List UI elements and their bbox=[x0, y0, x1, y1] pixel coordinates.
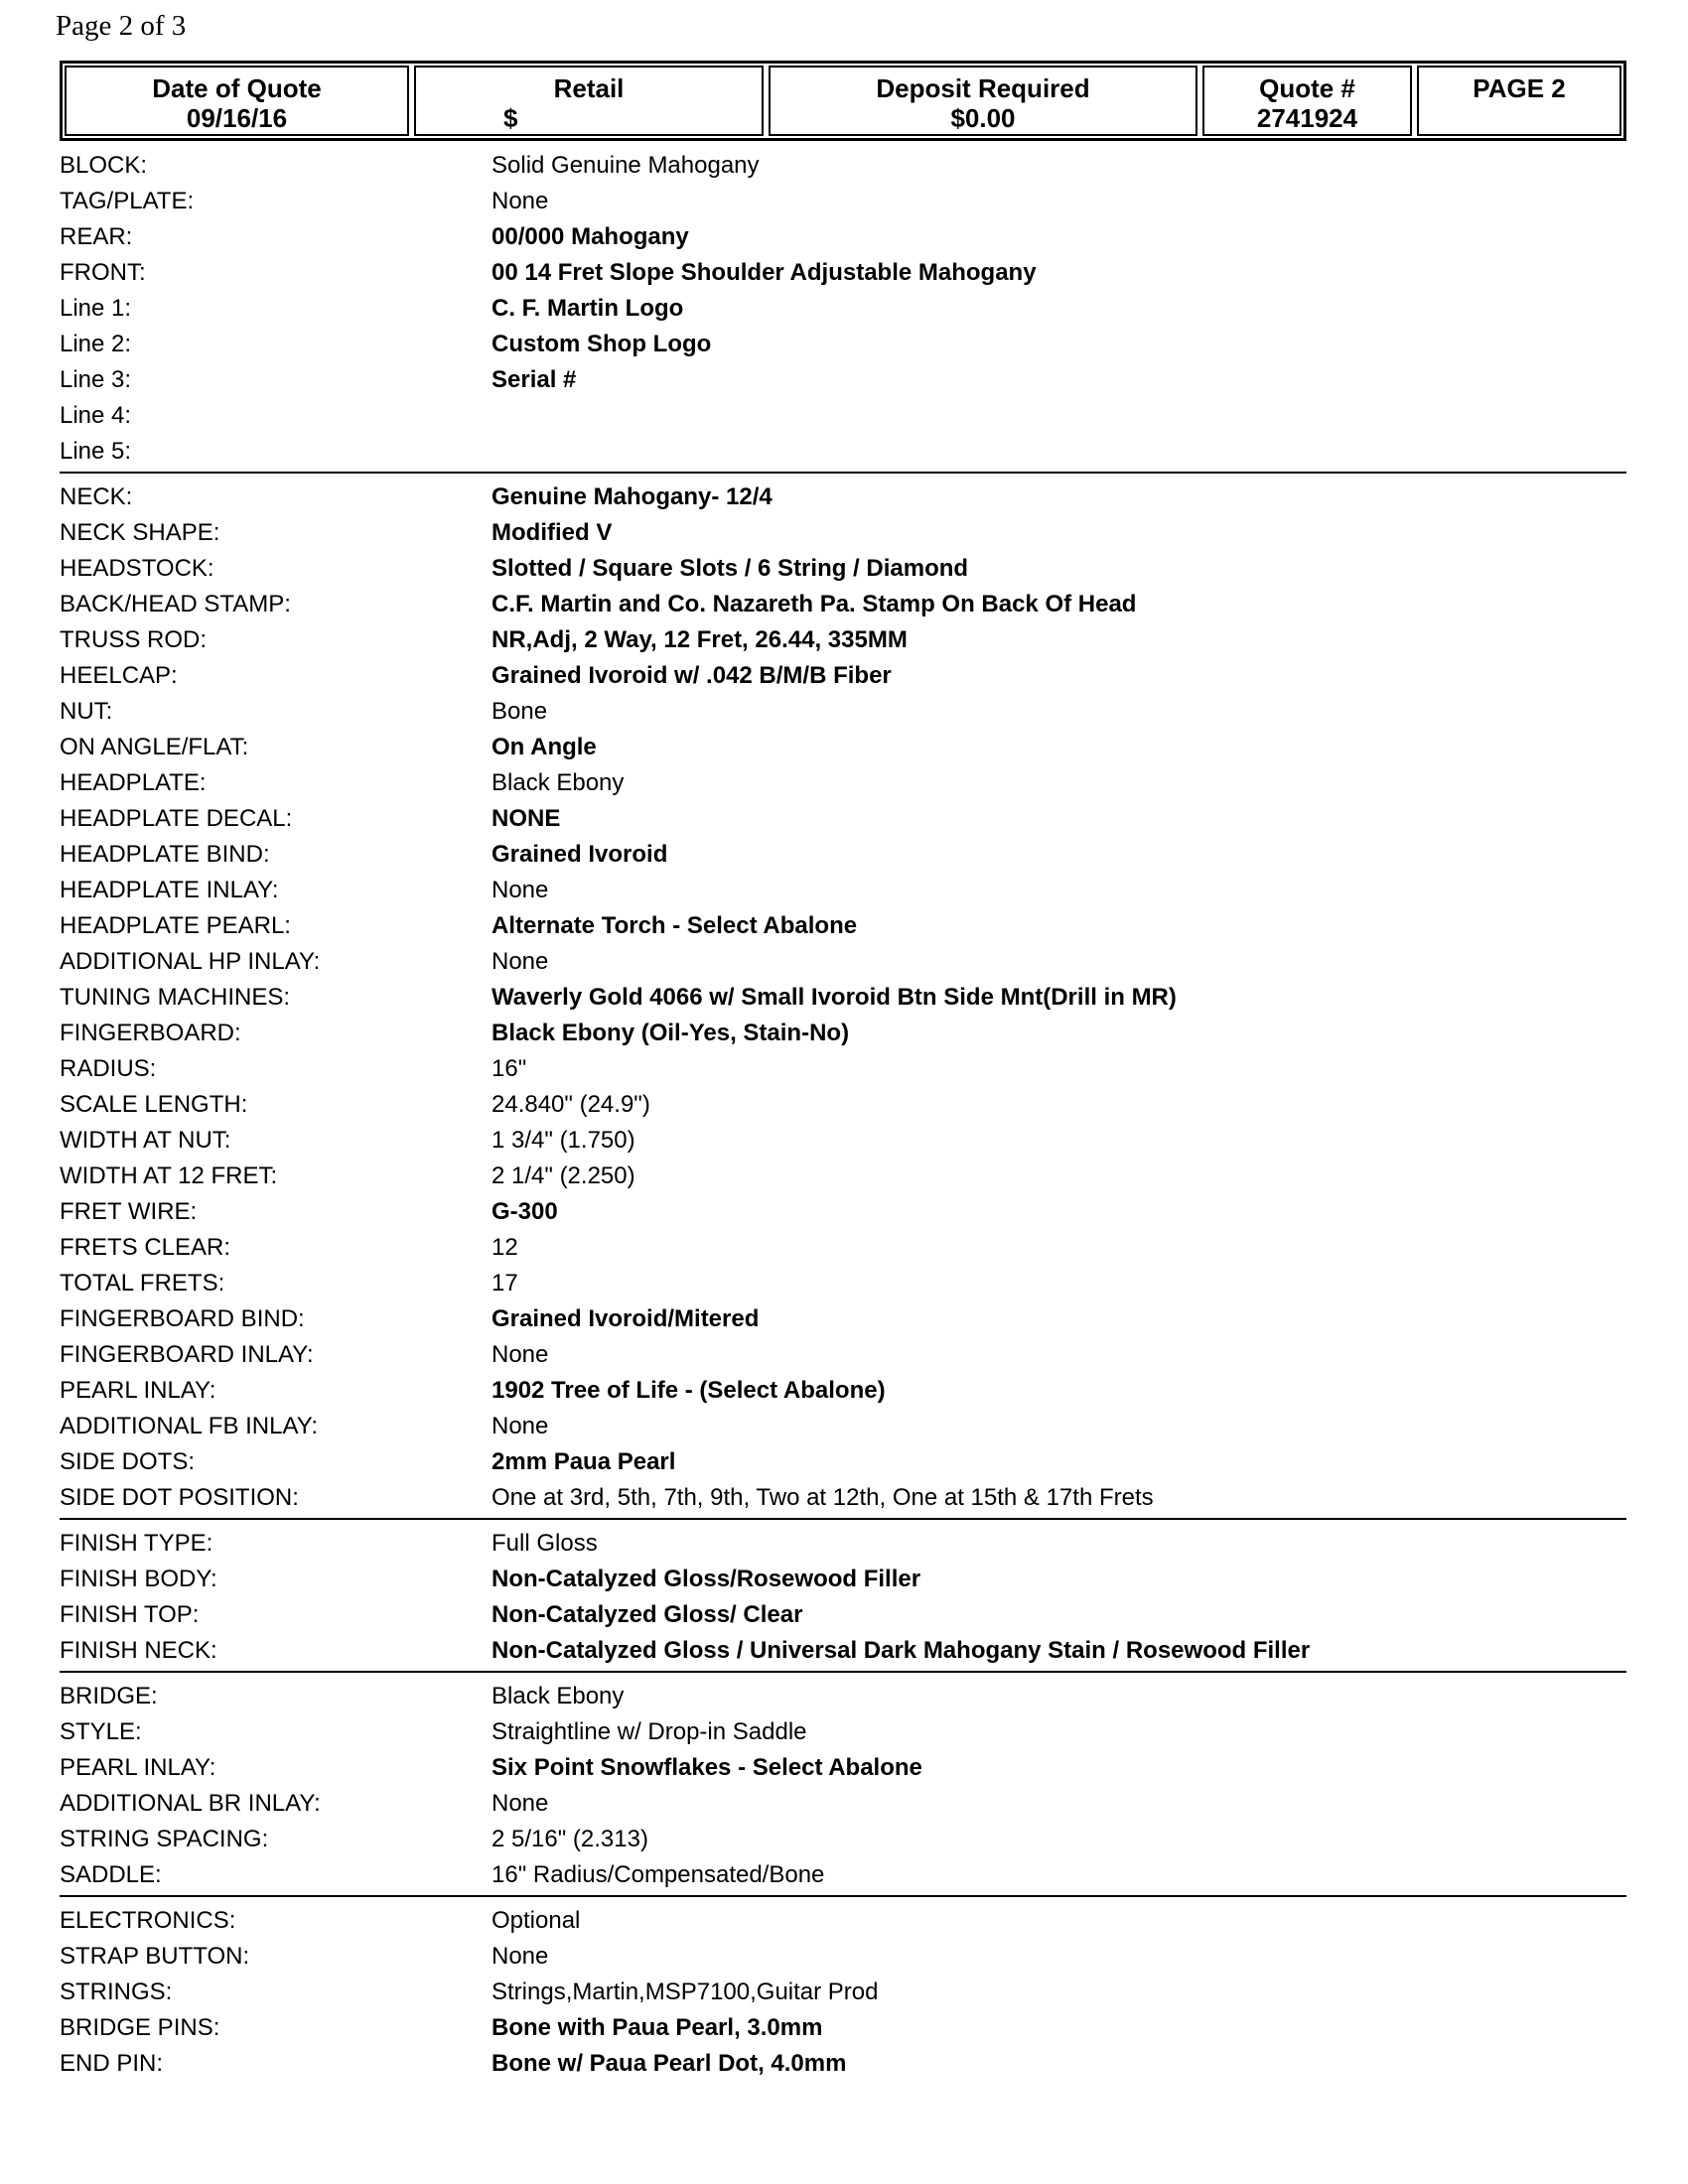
spec-value: Solid Genuine Mahogany bbox=[492, 152, 760, 179]
spec-row bbox=[60, 1016, 1626, 1051]
spec-row bbox=[60, 694, 1626, 730]
spec-value: Black Ebony bbox=[492, 1683, 625, 1709]
spec-label: HEADSTOCK: bbox=[60, 555, 214, 582]
spec-value: None bbox=[492, 948, 549, 975]
spec-row bbox=[60, 1786, 1626, 1822]
spec-section bbox=[60, 479, 1626, 1520]
spec-label: BRIDGE PINS: bbox=[60, 2014, 220, 2041]
spec-row bbox=[60, 479, 1626, 515]
spec-row bbox=[60, 980, 1626, 1016]
spec-row bbox=[60, 1230, 1626, 1266]
spec-row bbox=[60, 1714, 1626, 1750]
spec-row bbox=[60, 515, 1626, 551]
spec-label: HEADPLATE BIND: bbox=[60, 841, 270, 868]
spec-value: 00/000 Mahogany bbox=[492, 223, 689, 250]
spec-row bbox=[60, 1750, 1626, 1786]
spec-row bbox=[60, 1087, 1626, 1123]
spec-value: 16" bbox=[492, 1055, 527, 1082]
spec-value: Straightline w/ Drop-in Saddle bbox=[492, 1718, 807, 1745]
spec-label: FINISH BODY: bbox=[60, 1566, 217, 1592]
spec-value: Optional bbox=[492, 1907, 581, 1934]
spec-row bbox=[60, 434, 1626, 470]
spec-label: Line 3: bbox=[60, 366, 132, 393]
spec-value: None bbox=[492, 1943, 549, 1970]
spec-value: 2 5/16" (2.313) bbox=[492, 1826, 648, 1852]
spec-value: Bone with Paua Pearl, 3.0mm bbox=[492, 2014, 823, 2041]
spec-label: Line 2: bbox=[60, 331, 132, 357]
spec-value: On Angle bbox=[492, 734, 597, 760]
spec-label: ELECTRONICS: bbox=[60, 1907, 236, 1934]
spec-value: Black Ebony bbox=[492, 769, 625, 796]
spec-row bbox=[60, 551, 1626, 587]
spec-value: 2 1/4" (2.250) bbox=[492, 1162, 635, 1189]
spec-value: Grained Ivoroid bbox=[492, 841, 668, 868]
spec-value: 12 bbox=[492, 1234, 518, 1261]
spec-value: Non-Catalyzed Gloss / Universal Dark Mahogany Stain / Rosewood Filler bbox=[492, 1637, 1311, 1664]
spec-row bbox=[60, 1337, 1626, 1373]
spec-section bbox=[60, 1903, 1626, 2084]
spec-value: Six Point Snowflakes - Select Abalone bbox=[492, 1754, 922, 1781]
spec-row bbox=[60, 255, 1626, 291]
spec-label: Line 1: bbox=[60, 295, 132, 322]
spec-row bbox=[60, 765, 1626, 801]
spec-label: HEADPLATE INLAY: bbox=[60, 877, 279, 903]
spec-label: NECK: bbox=[60, 483, 133, 510]
spec-value: 1 3/4" (1.750) bbox=[492, 1127, 635, 1154]
spec-row bbox=[60, 184, 1626, 219]
spec-label: BLOCK: bbox=[60, 152, 148, 179]
spec-row bbox=[60, 1597, 1626, 1633]
spec-row bbox=[60, 1444, 1626, 1480]
spec-value: 00 14 Fret Slope Shoulder Adjustable Mahogany bbox=[492, 259, 1037, 286]
spec-row bbox=[60, 1975, 1626, 2010]
spec-label: NECK SHAPE: bbox=[60, 519, 220, 546]
spec-label: BACK/HEAD STAMP: bbox=[60, 591, 291, 617]
spec-label: FINISH TOP: bbox=[60, 1601, 200, 1628]
spec-row bbox=[60, 1373, 1626, 1409]
spec-value: C. F. Martin Logo bbox=[492, 295, 684, 322]
spec-row bbox=[60, 1822, 1626, 1857]
spec-value: Slotted / Square Slots / 6 String / Diamond bbox=[492, 555, 969, 582]
spec-label: ON ANGLE/FLAT: bbox=[60, 734, 249, 760]
spec-value: Genuine Mahogany- 12/4 bbox=[492, 483, 773, 510]
spec-section bbox=[60, 1679, 1626, 1897]
spec-label: RADIUS: bbox=[60, 1055, 157, 1082]
spec-label: FRONT: bbox=[60, 259, 146, 286]
quote-number-cell bbox=[1202, 66, 1412, 136]
spec-value: Waverly Gold 4066 w/ Small Ivoroid Btn Side Mnt(Drill in MR) bbox=[492, 984, 1177, 1011]
retail-value: $ bbox=[503, 103, 518, 133]
date-of-quote-label: Date of Quote bbox=[152, 73, 322, 103]
spec-row bbox=[60, 1857, 1626, 1893]
spec-value: NONE bbox=[492, 805, 561, 832]
spec-label: HEADPLATE PEARL: bbox=[60, 912, 291, 939]
page-tag: PAGE 2 bbox=[1473, 73, 1566, 103]
spec-row bbox=[60, 1159, 1626, 1194]
spec-value: One at 3rd, 5th, 7th, 9th, Two at 12th, One at 15th & 17th Frets bbox=[492, 1484, 1154, 1511]
spec-row bbox=[60, 837, 1626, 873]
spec-value: 17 bbox=[492, 1270, 518, 1297]
spec-label: END PIN: bbox=[60, 2050, 164, 2077]
spec-row bbox=[60, 291, 1626, 327]
spec-value: Modified V bbox=[492, 519, 613, 546]
spec-row bbox=[60, 801, 1626, 837]
spec-label: ADDITIONAL BR INLAY: bbox=[60, 1790, 321, 1817]
spec-value: 1902 Tree of Life - (Select Abalone) bbox=[492, 1377, 886, 1404]
page-tag-cell bbox=[1417, 66, 1621, 136]
spec-label: SCALE LENGTH: bbox=[60, 1091, 248, 1118]
spec-label: WIDTH AT NUT: bbox=[60, 1127, 231, 1154]
spec-value: 16" Radius/Compensated/Bone bbox=[492, 1861, 825, 1888]
spec-row bbox=[60, 327, 1626, 362]
spec-label: TUNING MACHINES: bbox=[60, 984, 291, 1011]
spec-value: C.F. Martin and Co. Nazareth Pa. Stamp On Back Of Head bbox=[492, 591, 1137, 617]
spec-label: HEADPLATE: bbox=[60, 769, 207, 796]
spec-row bbox=[60, 1480, 1626, 1516]
spec-label: HEADPLATE DECAL: bbox=[60, 805, 293, 832]
spec-value: Bone bbox=[492, 698, 548, 725]
spec-value: Full Gloss bbox=[492, 1530, 598, 1557]
spec-row bbox=[60, 1679, 1626, 1714]
spec-row bbox=[60, 1051, 1626, 1087]
spec-row bbox=[60, 1194, 1626, 1230]
spec-row bbox=[60, 1633, 1626, 1669]
spec-value: G-300 bbox=[492, 1198, 558, 1225]
date-of-quote-value: 09/16/16 bbox=[186, 103, 288, 133]
spec-label: STYLE: bbox=[60, 1718, 142, 1745]
spec-label: PEARL INLAY: bbox=[60, 1754, 216, 1781]
spec-value: 2mm Paua Pearl bbox=[492, 1448, 676, 1475]
spec-row bbox=[60, 908, 1626, 944]
spec-label: Line 5: bbox=[60, 438, 132, 465]
spec-value: Non-Catalyzed Gloss/ Clear bbox=[492, 1601, 803, 1628]
spec-row bbox=[60, 1562, 1626, 1597]
spec-label: STRING SPACING: bbox=[60, 1826, 269, 1852]
spec-label: FINGERBOARD BIND: bbox=[60, 1305, 305, 1332]
spec-label: TAG/PLATE: bbox=[60, 188, 195, 214]
spec-label: HEELCAP: bbox=[60, 662, 178, 689]
spec-row bbox=[60, 398, 1626, 434]
spec-label: FINISH NECK: bbox=[60, 1637, 217, 1664]
spec-row bbox=[60, 1409, 1626, 1444]
spec-row bbox=[60, 1266, 1626, 1301]
spec-value: None bbox=[492, 188, 549, 214]
spec-row bbox=[60, 944, 1626, 980]
retail-cell bbox=[414, 66, 764, 136]
spec-row bbox=[60, 1526, 1626, 1562]
spec-value: Bone w/ Paua Pearl Dot, 4.0mm bbox=[492, 2050, 847, 2077]
spec-value: Grained Ivoroid/Mitered bbox=[492, 1305, 760, 1332]
spec-list bbox=[60, 148, 1626, 2090]
spec-label: ADDITIONAL HP INLAY: bbox=[60, 948, 321, 975]
quote-header-table bbox=[60, 61, 1626, 141]
spec-label: SIDE DOTS: bbox=[60, 1448, 196, 1475]
deposit-required-label: Deposit Required bbox=[876, 73, 1090, 103]
spec-row bbox=[60, 658, 1626, 694]
spec-row bbox=[60, 362, 1626, 398]
deposit-required-cell bbox=[769, 66, 1197, 136]
page-number: Page 2 of 3 bbox=[56, 10, 187, 42]
spec-label: Line 4: bbox=[60, 402, 132, 429]
spec-label: FINISH TYPE: bbox=[60, 1530, 213, 1557]
spec-section bbox=[60, 148, 1626, 474]
spec-value: None bbox=[492, 1790, 549, 1817]
date-of-quote-cell bbox=[65, 66, 409, 136]
spec-section bbox=[60, 1526, 1626, 1673]
spec-row bbox=[60, 587, 1626, 622]
spec-value: None bbox=[492, 1341, 549, 1368]
spec-row bbox=[60, 1301, 1626, 1337]
spec-label: FRET WIRE: bbox=[60, 1198, 198, 1225]
spec-label: FRETS CLEAR: bbox=[60, 1234, 231, 1261]
spec-row bbox=[60, 873, 1626, 908]
spec-label: SADDLE: bbox=[60, 1861, 162, 1888]
spec-value: Strings,Martin,MSP7100,Guitar Prod bbox=[492, 1979, 879, 2005]
spec-row bbox=[60, 219, 1626, 255]
deposit-required-value: $0.00 bbox=[950, 103, 1016, 133]
spec-value: Non-Catalyzed Gloss/Rosewood Filler bbox=[492, 1566, 921, 1592]
spec-label: FINGERBOARD: bbox=[60, 1020, 241, 1046]
spec-label: BRIDGE: bbox=[60, 1683, 158, 1709]
spec-label: ADDITIONAL FB INLAY: bbox=[60, 1413, 319, 1439]
spec-value: Grained Ivoroid w/ .042 B/M/B Fiber bbox=[492, 662, 892, 689]
spec-value: 24.840" (24.9") bbox=[492, 1091, 650, 1118]
spec-label: NUT: bbox=[60, 698, 113, 725]
spec-row bbox=[60, 622, 1626, 658]
spec-label: FINGERBOARD INLAY: bbox=[60, 1341, 314, 1368]
spec-label: TRUSS ROD: bbox=[60, 626, 208, 653]
quote-number-label: Quote # bbox=[1259, 73, 1355, 103]
spec-value: NR,Adj, 2 Way, 12 Fret, 26.44, 335MM bbox=[492, 626, 908, 653]
retail-label: Retail bbox=[553, 73, 625, 103]
spec-label: TOTAL FRETS: bbox=[60, 1270, 225, 1297]
spec-row bbox=[60, 1123, 1626, 1159]
spec-label: REAR: bbox=[60, 223, 133, 250]
spec-row bbox=[60, 730, 1626, 765]
spec-label: STRINGS: bbox=[60, 1979, 173, 2005]
spec-value: Black Ebony (Oil-Yes, Stain-No) bbox=[492, 1020, 850, 1046]
spec-label: SIDE DOT POSITION: bbox=[60, 1484, 299, 1511]
spec-row bbox=[60, 2010, 1626, 2046]
spec-value: Alternate Torch - Select Abalone bbox=[492, 912, 858, 939]
spec-value: None bbox=[492, 877, 549, 903]
spec-label: STRAP BUTTON: bbox=[60, 1943, 250, 1970]
spec-row bbox=[60, 148, 1626, 184]
spec-value: None bbox=[492, 1413, 549, 1439]
spec-label: WIDTH AT 12 FRET: bbox=[60, 1162, 278, 1189]
spec-row bbox=[60, 1903, 1626, 1939]
spec-value: Custom Shop Logo bbox=[492, 331, 712, 357]
spec-label: PEARL INLAY: bbox=[60, 1377, 216, 1404]
spec-row bbox=[60, 1939, 1626, 1975]
spec-row bbox=[60, 2046, 1626, 2082]
spec-value: Serial # bbox=[492, 366, 577, 393]
quote-number-value: 2741924 bbox=[1256, 103, 1358, 133]
